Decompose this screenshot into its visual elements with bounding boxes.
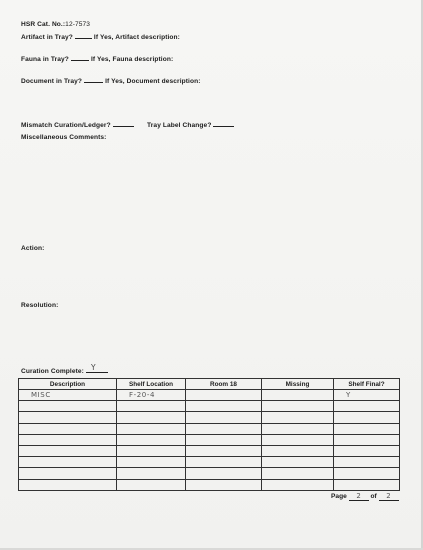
table-row (19, 412, 400, 423)
cell-room-18[interactable] (186, 401, 262, 412)
cell-shelf-location[interactable] (117, 390, 186, 401)
fauna-desc-label: If Yes, Fauna description: (90, 56, 174, 63)
cell-room-18[interactable] (186, 390, 262, 401)
table-row (19, 401, 400, 412)
artifact-row (21, 33, 180, 41)
cell-missing[interactable] (262, 434, 334, 445)
cell-room-18[interactable] (186, 434, 262, 445)
table-row (19, 479, 400, 490)
curation-complete-value: Y (90, 363, 97, 372)
document-desc-label: If Yes, Document description: (105, 78, 201, 85)
cell-description[interactable] (19, 390, 117, 401)
table-row (19, 423, 400, 434)
document-blank[interactable] (84, 77, 103, 83)
header-shelf-final: Shelf Final? (334, 379, 400, 390)
cell-room-18[interactable] (186, 445, 262, 456)
curation-complete-label: Curation Complete: (21, 368, 84, 375)
header-description: Description (19, 379, 117, 390)
table-row (19, 445, 400, 456)
cell-description[interactable] (19, 401, 117, 412)
mismatch-label: Mismatch Curation/Ledger? (21, 122, 111, 129)
cell-missing[interactable] (262, 412, 334, 423)
mismatch-blank[interactable] (113, 121, 134, 127)
cell-description[interactable] (19, 412, 117, 423)
artifact-label: Artifact in Tray? (21, 34, 73, 41)
cell-missing[interactable] (262, 445, 334, 456)
cell-shelf-location[interactable] (117, 445, 186, 456)
cell-description[interactable] (19, 423, 117, 434)
page-total-field[interactable] (379, 492, 399, 501)
table-row (19, 390, 400, 401)
cell-shelf-final[interactable] (334, 434, 400, 445)
header-room-18: Room 18 (186, 379, 262, 390)
cell-shelf-final[interactable] (334, 390, 400, 401)
cell-shelf-final[interactable] (334, 401, 400, 412)
cell-description[interactable] (19, 445, 117, 456)
fauna-label: Fauna in Tray? (21, 56, 69, 63)
cell-shelf-final[interactable] (334, 423, 400, 434)
cell-shelf-location[interactable] (117, 434, 186, 445)
cell-value: MISC (31, 391, 51, 399)
cell-shelf-location[interactable] (117, 468, 186, 479)
cell-shelf-location[interactable] (117, 423, 186, 434)
curation-complete-blank[interactable] (86, 363, 108, 373)
page-number-field[interactable] (349, 492, 369, 501)
cell-missing[interactable] (262, 479, 334, 490)
cell-value: F-20-4 (129, 391, 156, 399)
header-missing: Missing (262, 379, 334, 390)
cell-room-18[interactable] (186, 423, 262, 434)
cell-description[interactable] (19, 457, 117, 468)
table-row (19, 434, 400, 445)
fauna-row (21, 55, 173, 63)
cell-missing[interactable] (262, 468, 334, 479)
table-row (19, 457, 400, 468)
cell-shelf-location[interactable] (117, 401, 186, 412)
cell-missing[interactable] (262, 457, 334, 468)
cell-room-18[interactable] (186, 457, 262, 468)
tray-label-change-label: Tray Label Change? (147, 122, 212, 129)
page-label: Page (331, 493, 347, 500)
cell-shelf-final[interactable] (334, 445, 400, 456)
page-total: 2 (386, 492, 391, 500)
curation-complete-row (21, 363, 110, 375)
inventory-table (18, 378, 400, 491)
cell-room-18[interactable] (186, 412, 262, 423)
document-row (21, 77, 201, 85)
cell-missing[interactable] (262, 390, 334, 401)
page-number: 2 (356, 492, 361, 500)
cell-room-18[interactable] (186, 468, 262, 479)
fauna-blank[interactable] (71, 55, 89, 61)
artifact-desc-label: If Yes, Artifact description: (93, 34, 180, 41)
cell-shelf-final[interactable] (334, 412, 400, 423)
cell-description[interactable] (19, 468, 117, 479)
cat-no-label: HSR Cat. No.: (21, 21, 66, 28)
header-shelf-location: Shelf Location (117, 379, 186, 390)
artifact-blank[interactable] (75, 33, 92, 39)
cat-no-field (21, 21, 90, 28)
cell-shelf-final[interactable] (334, 479, 400, 490)
cell-shelf-location[interactable] (117, 457, 186, 468)
table-row (19, 468, 400, 479)
misc-comments-label: Miscellaneous Comments: (21, 134, 107, 141)
of-label: of (370, 493, 377, 500)
cell-missing[interactable] (262, 401, 334, 412)
resolution-label: Resolution: (21, 302, 59, 309)
cell-shelf-location[interactable] (117, 479, 186, 490)
tray-label-change-blank[interactable] (213, 121, 234, 127)
document-label: Document in Tray? (21, 78, 83, 85)
cell-shelf-final[interactable] (334, 468, 400, 479)
page-counter (331, 492, 399, 501)
tray-label-change-row (147, 121, 236, 129)
cell-value: Y (346, 391, 351, 399)
cell-room-18[interactable] (186, 479, 262, 490)
action-label: Action: (21, 245, 45, 252)
cell-shelf-location[interactable] (117, 412, 186, 423)
mismatch-row (21, 121, 136, 129)
table-header-row (19, 379, 400, 390)
cell-description[interactable] (19, 479, 117, 490)
cat-no-value: 12-7573 (65, 21, 91, 28)
cell-shelf-final[interactable] (334, 457, 400, 468)
cell-description[interactable] (19, 434, 117, 445)
cell-missing[interactable] (262, 423, 334, 434)
